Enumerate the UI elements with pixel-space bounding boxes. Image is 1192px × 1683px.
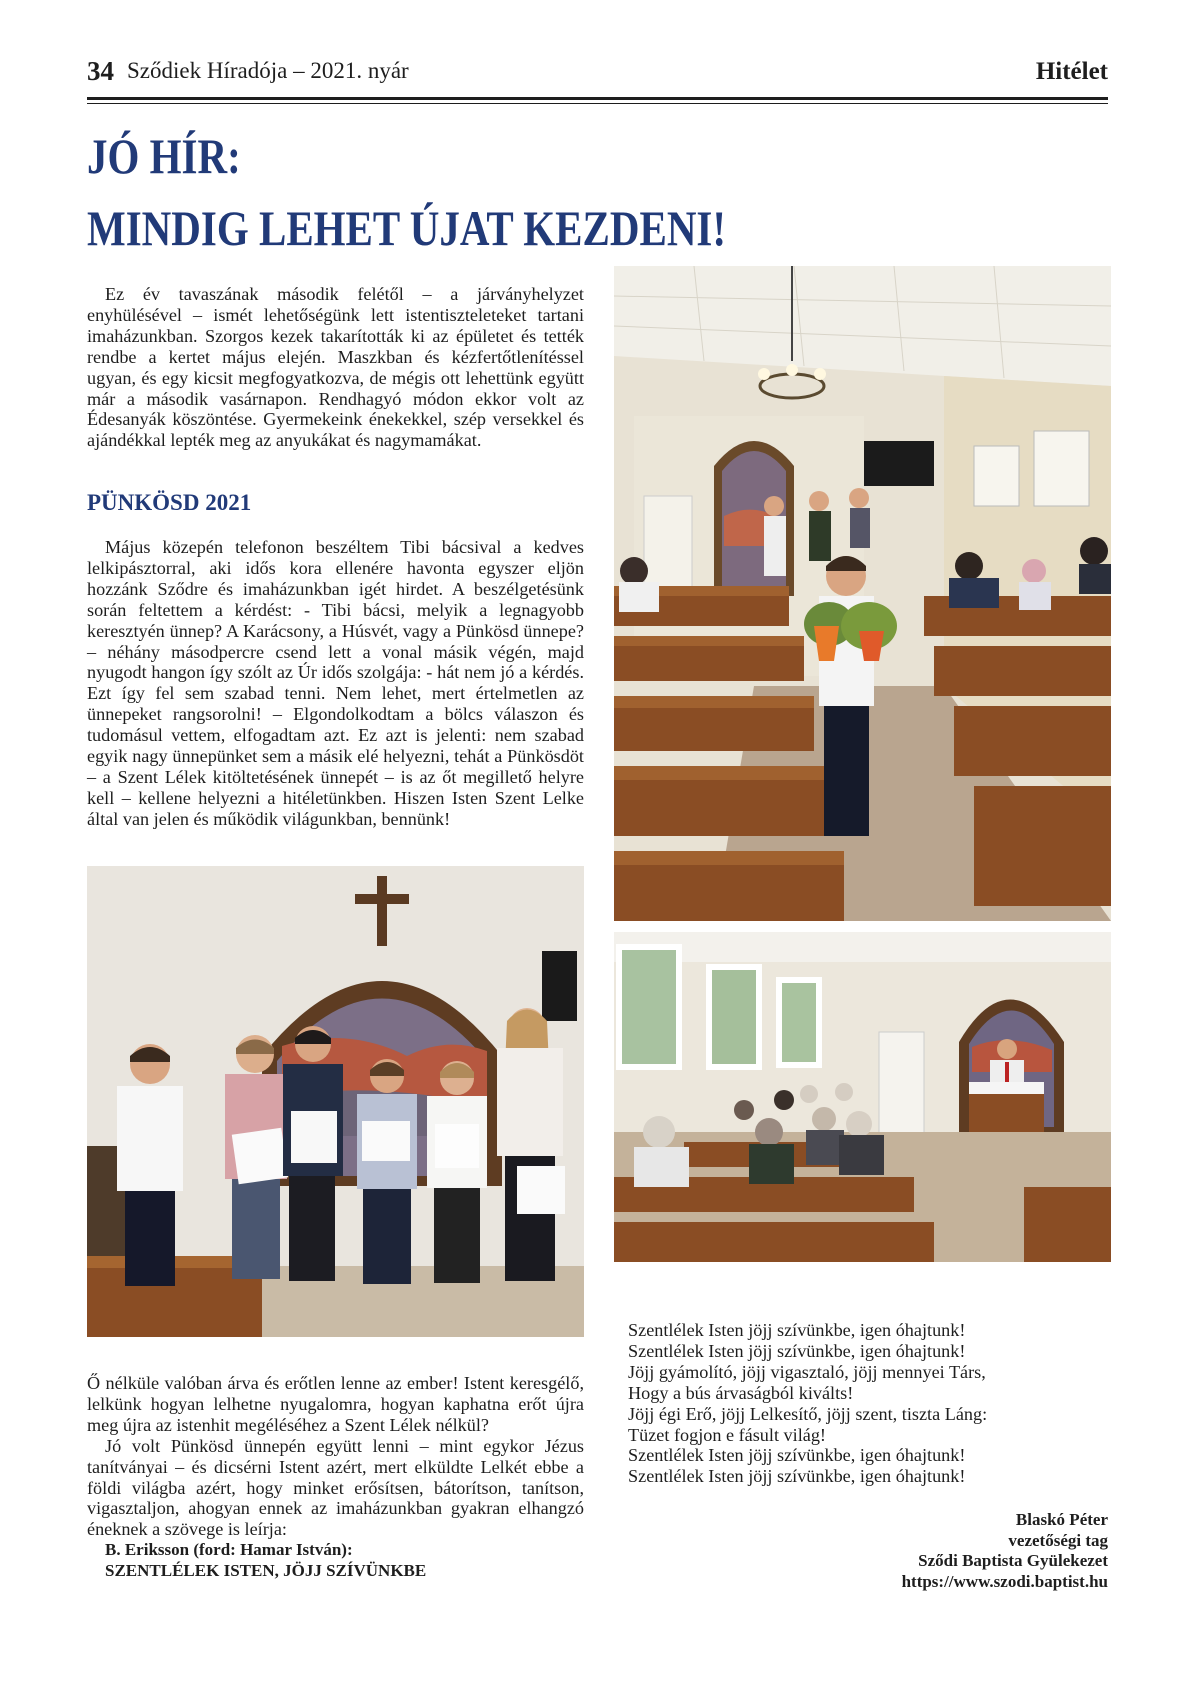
song-lyrics — [628, 1320, 1058, 1487]
lyrics-line: Szentlélek Isten jöjj szívünkbe, igen óhajtunk! — [628, 1320, 966, 1340]
author-signature — [902, 1510, 1108, 1592]
section-label: Hitélet — [1035, 58, 1108, 85]
pentecost-paragraph — [87, 537, 584, 830]
closing-paragraph-1: Ő nélküle valóban árva és erőtlen lenne az ember! Istent keresgélő, lelkünk hogyan lelhetne nyugalomra, hogyan kaphatna erőt újra meg újra az istenhit megéléséhez a Szent Lélek nélkül? — [87, 1373, 584, 1435]
lyrics-line: Szentlélek Isten jöjj szívünkbe, igen óhajtunk! — [628, 1466, 966, 1487]
lyrics-line: Jöjj gyámolító, jöjj vigasztaló, jöjj mennyei Társ, — [628, 1361, 986, 1382]
article-headline — [87, 120, 727, 264]
author-name: Blaskó Péter — [1015, 1510, 1108, 1529]
intro-paragraph — [87, 284, 584, 451]
headline-line-1: JÓ HÍR: — [87, 128, 241, 184]
song-title: SZENTLÉLEK ISTEN, JÖJJ SZÍVÜNKBE — [105, 1560, 427, 1580]
header-rule-thin — [87, 103, 1108, 104]
lyrics-line: Szentlélek Isten jöjj szívünkbe, igen óhajtunk! — [628, 1445, 966, 1466]
page-number: 34 — [87, 56, 114, 86]
intro-text: Ez év tavaszának második felétől – a járványhelyzet enyhülésével – ismét lehetőségünk lett istentiszteleteket tartani imaházunkban. Szorgos kezek takarították ki az épületet és tették rendbe a kertet május elején. Maszkban és kézfertőtlenítéssel ugyan, és egy kicsit megfogyatkozva, de mégis ott lehettünk együtt már a második vasárnapon. Rendhagyó módon ekkor volt az Édesanyák köszöntése. Gyermekeink énekekkel, szép versekkel és ajándékkal lepték meg az anyukákat és nagymamákat. — [87, 284, 584, 451]
header-rule — [87, 97, 1108, 100]
closing-paragraphs — [87, 1373, 584, 1581]
lyrics-line: Szentlélek Isten jöjj szívünkbe, igen óhajtunk! — [628, 1340, 966, 1361]
closing-paragraph-2: Jó volt Pünkösd ünnepén együtt lenni – mint egykor Jézus tanítványai – és dicsérni Istent azért, mert elküldte Lelkét ebbe a földi világba azért, hogy minket erősítsen, bátorítson, tanítson, vigasztaljon, ahogyan ennek az imaházunkban gyakran elhangzó éneknek a szövege is leírja: — [87, 1435, 584, 1540]
lyrics-line: Jöjj égi Erő, jöjj Lelkesítő, jöjj szent, tiszta Láng: — [628, 1403, 988, 1424]
publication-title: Sződiek Híradója – 2021. nyár — [127, 58, 409, 83]
organization-url: https://www.szodi.baptist.hu — [901, 1571, 1108, 1591]
author-role: vezetőségi tag — [1008, 1530, 1108, 1550]
author-organization: Sződi Baptista Gyülekezet — [918, 1551, 1108, 1570]
lyrics-line: Tüzet fogjon e fásult világ! — [628, 1424, 826, 1445]
pentecost-text: Május közepén telefonon beszéltem Tibi bácsival a kedves lelkipásztorral, aki idős kora ellenére havonta egyszer eljön hozzánk Sződre és imaházunkban igét hirdet. A beszélgetésünk során feltettem a kérdést: - Tibi bácsi, melyik a legnagyobb keresztyén ünnep? A Karácsony, a Húsvét, vagy a Pünkösd ünnepe? – néhány másodpercre csend lett a vonal másik végén, majd nyugodt hangon így szólt az Úr idős szolgája: - hát nem jó a kérdés. Ezt így fel sem szabad tenni. Nem lehet, mert értelmetlen az ünnepeket rangsorolni! – Elgondolkodtam a bölcs válaszon és tudomásul vettem, elfogadtam azt. Ez azt is jelenti: nem szabad egyik nagy ünnepünket sem a másik elé helyezni, tehát a Pünkösdöt – a Szent Lélek kitöltetésének ünnepét – is az őt megillető helyre kell – kellene helyezni a hitéletünkben. Hiszen Isten Szent Lelke által van jelen és működik világunkban, bennünk! — [87, 537, 584, 829]
headline-line-2: MINDIG LEHET ÚJAT KEZDENI! — [87, 200, 727, 256]
song-author: B. Eriksson (ford: Hamar István): — [105, 1540, 353, 1560]
lyrics-line: Hogy a bús árvaságból kiválts! — [628, 1382, 854, 1403]
photo-sermon — [614, 932, 1111, 1262]
section-subheading: PÜNKÖSD 2021 — [87, 490, 252, 515]
photo-children-performing — [87, 866, 584, 1337]
photo-boy-with-flowers — [614, 266, 1111, 921]
